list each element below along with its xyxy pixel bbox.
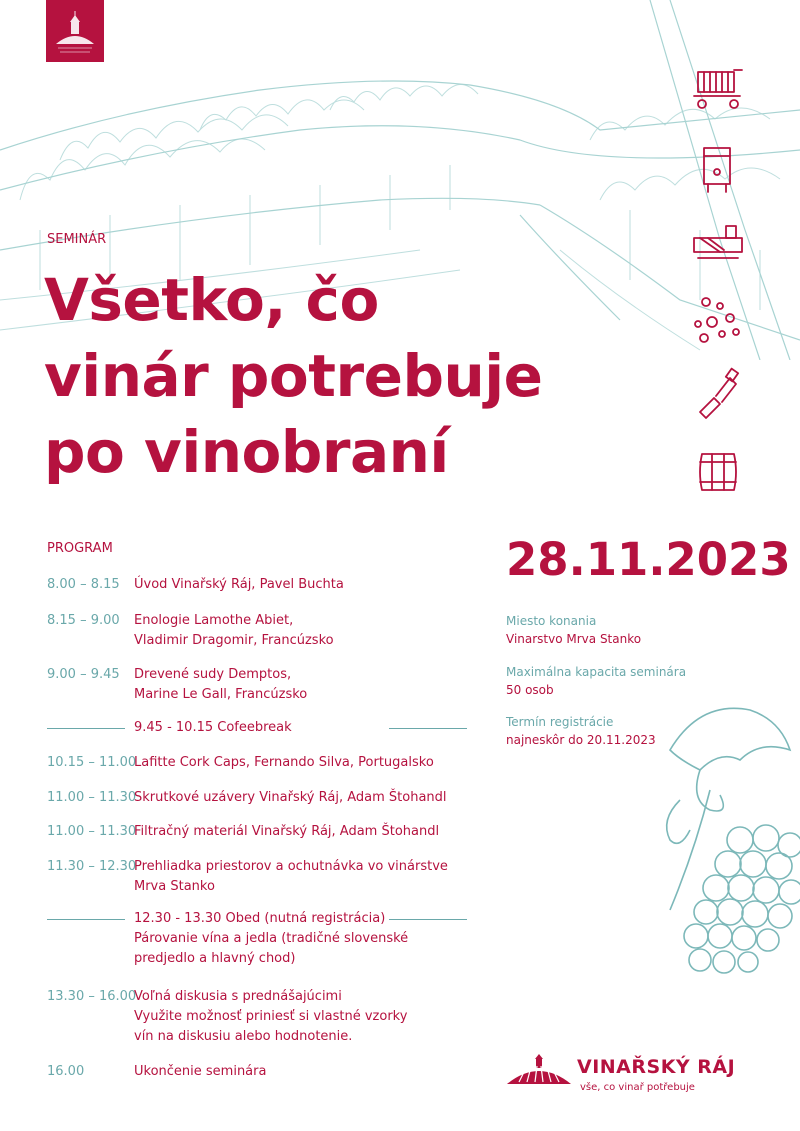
brand-footer: [505, 1052, 765, 1102]
program-time: 10.15 – 11.00: [47, 755, 137, 770]
church-hill-icon: [46, 0, 104, 62]
divider: [47, 728, 125, 729]
program-time: 9.00 – 9.45: [47, 667, 120, 682]
program-text: Úvod Vinařský Ráj, Pavel Buchta: [134, 577, 344, 592]
grape-cluster-illustration: [640, 690, 800, 990]
program-text: Skrutkové uzávery Vinařský Ráj, Adam Štohandl: [134, 790, 447, 805]
break-text: 9.45 - 10.15 Cofeebreak: [134, 720, 292, 735]
program-text: Lafitte Cork Caps, Fernando Silva, Portugalsko: [134, 755, 434, 770]
break-row: [47, 718, 467, 738]
capacity-label: Maximálna kapacita seminára: [506, 665, 687, 679]
fermentation-tank-icon: [704, 148, 730, 192]
barrel-icon: [700, 454, 736, 490]
break-text: 12.30 - 13.30 Obed (nutná registrácia) Párovanie vína a jedla (tradičné slovenské predjedlo a hlavný chod): [134, 911, 409, 966]
title-line: vinár potrebuje: [44, 342, 543, 410]
title-line: po vinobraní: [44, 418, 449, 486]
program-time: 16.00: [47, 1064, 85, 1079]
program-text: Prehliadka priestorov a ochutnávka vo vinárstve Mrva Stanko: [134, 859, 448, 894]
venue-value: Vinarstvo Mrva Stanko: [506, 632, 642, 646]
corkscrew-icon: [700, 369, 738, 418]
program-time: 8.00 – 8.15: [47, 577, 120, 592]
divider: [389, 728, 467, 729]
break-row: [47, 909, 467, 966]
program-heading: PROGRAM: [47, 541, 113, 556]
title-line: Všetko, čo: [44, 266, 379, 334]
brand-mark-icon: [505, 1054, 573, 1094]
program-time: 11.00 – 11.30: [47, 790, 137, 805]
bottling-machine-icon: [694, 226, 742, 258]
program-text: Filtračný materiál Vinařský Ráj, Adam Štohandl: [134, 824, 440, 839]
program-text: Voľná diskusia s prednášajúcimi Využite možnosť priniesť si vlastné vzorky vín na diskusiu alebo hodnotenie.: [134, 989, 408, 1044]
program-text: Drevené sudy Demptos, Marine Le Gall, Francúzsko: [134, 667, 308, 702]
page-title: [44, 262, 542, 490]
event-date: 28.11.2023: [506, 533, 791, 586]
deadline-label: Termín registrácie: [506, 715, 614, 729]
program-time: 11.00 – 11.30: [47, 824, 137, 839]
brand-name: VINAŘSKÝ RÁJ: [577, 1056, 736, 1078]
equipment-icons: [690, 66, 750, 506]
program-time: 11.30 – 12.30: [47, 859, 137, 874]
program-time: 8.15 – 9.00: [47, 613, 120, 628]
venue-info: [506, 612, 641, 648]
program-time: 13.30 – 16.00: [47, 989, 137, 1004]
bubbles-icon: [695, 298, 739, 342]
venue-label: Miesto konania: [506, 614, 597, 628]
program-text: Ukončenie seminára: [134, 1064, 267, 1079]
deadline-value: najneskôr do 20.11.2023: [506, 733, 656, 747]
brand-tagline: vše, co vinař potřebuje: [580, 1082, 695, 1093]
seminar-kicker: SEMINÁR: [47, 232, 107, 247]
wine-press-icon: [694, 70, 742, 108]
brand-logo-square: [46, 0, 104, 62]
program-text: Enologie Lamothe Abiet, Vladimir Dragomir, Francúzsko: [134, 613, 334, 648]
deadline-info: [506, 713, 656, 749]
capacity-value: 50 osob: [506, 683, 554, 697]
divider: [47, 919, 125, 920]
